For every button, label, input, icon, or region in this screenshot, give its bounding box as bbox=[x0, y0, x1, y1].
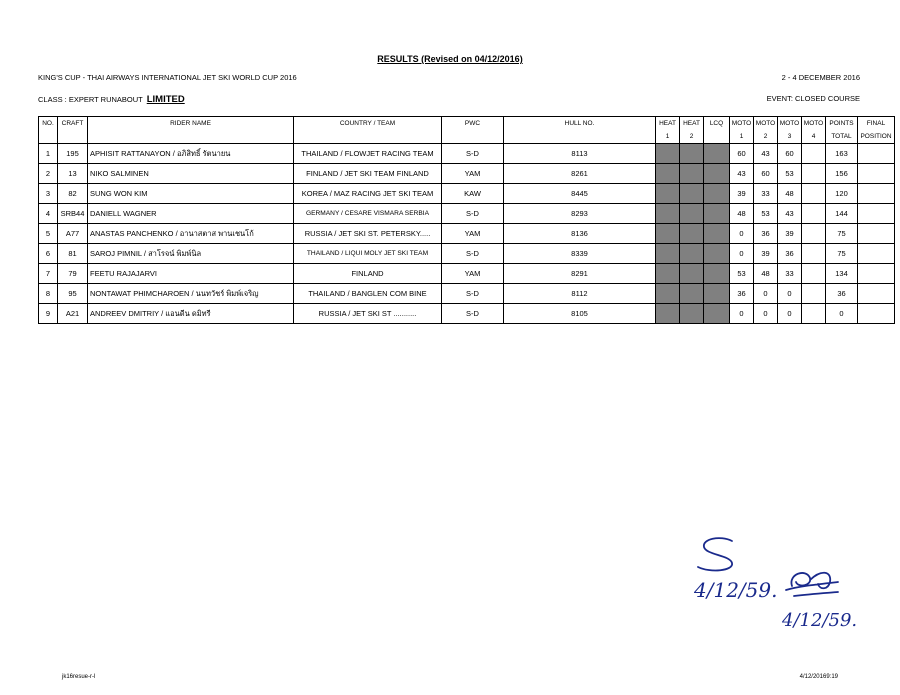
cell-lcq bbox=[704, 224, 730, 244]
cell-moto-1: 60 bbox=[730, 144, 754, 164]
cell-country: FINLAND / JET SKI TEAM FINLAND bbox=[294, 164, 442, 184]
cell-moto-2: 43 bbox=[754, 144, 778, 164]
cell-lcq bbox=[704, 204, 730, 224]
cell-no: 4 bbox=[39, 204, 58, 224]
cell-moto-4 bbox=[802, 164, 826, 184]
header-moto-1-num: 1 bbox=[730, 130, 754, 144]
cell-country: RUSSIA / JET SKI ST ........... bbox=[294, 304, 442, 324]
cell-craft: A77 bbox=[58, 224, 88, 244]
header-no-sub bbox=[39, 130, 58, 144]
header-heat-1-num: 1 bbox=[656, 130, 680, 144]
cell-rider: FEETU RAJAJARVI bbox=[88, 264, 294, 284]
cell-moto-4 bbox=[802, 304, 826, 324]
cell-moto-3: 0 bbox=[778, 284, 802, 304]
cell-craft: 81 bbox=[58, 244, 88, 264]
results-table bbox=[38, 116, 895, 324]
cell-craft: A21 bbox=[58, 304, 88, 324]
cell-pwc: YAM bbox=[442, 224, 504, 244]
cell-moto-1: 53 bbox=[730, 264, 754, 284]
cell-moto-3: 36 bbox=[778, 244, 802, 264]
cell-rider: NIKO SALMINEN bbox=[88, 164, 294, 184]
cell-final bbox=[858, 224, 895, 244]
header-heat-1: HEAT bbox=[656, 117, 680, 131]
cell-moto-1: 43 bbox=[730, 164, 754, 184]
signature-2 bbox=[780, 560, 860, 635]
cell-heat-1 bbox=[656, 164, 680, 184]
cell-craft: 79 bbox=[58, 264, 88, 284]
cell-country: FINLAND bbox=[294, 264, 442, 284]
cell-final bbox=[858, 164, 895, 184]
table-header-row bbox=[39, 117, 895, 131]
cell-moto-4 bbox=[802, 284, 826, 304]
signature-2-date: 4/12/59. bbox=[782, 610, 858, 631]
cell-moto-2: 53 bbox=[754, 204, 778, 224]
cell-heat-2 bbox=[680, 264, 704, 284]
signature-1-date: 4/12/59. bbox=[694, 578, 778, 602]
cell-moto-3: 60 bbox=[778, 144, 802, 164]
cell-no: 9 bbox=[39, 304, 58, 324]
cell-pwc: KAW bbox=[442, 184, 504, 204]
header-hull-sub bbox=[504, 130, 656, 144]
header-country: COUNTRY / TEAM bbox=[294, 117, 442, 131]
footer-file-code: jk16resue-r-l bbox=[62, 674, 96, 680]
cell-moto-2: 48 bbox=[754, 264, 778, 284]
cell-moto-4 bbox=[802, 204, 826, 224]
cell-final bbox=[858, 244, 895, 264]
cell-lcq bbox=[704, 184, 730, 204]
cell-hull: 8136 bbox=[504, 224, 656, 244]
cell-moto-4 bbox=[802, 144, 826, 164]
cell-points: 156 bbox=[826, 164, 858, 184]
cell-pwc: S-D bbox=[442, 144, 504, 164]
cell-points: 134 bbox=[826, 264, 858, 284]
cell-country: GERMANY / CESARE VISMARA SERBIA bbox=[294, 204, 442, 224]
cell-heat-2 bbox=[680, 244, 704, 264]
cell-heat-2 bbox=[680, 164, 704, 184]
header-heat-2: HEAT bbox=[680, 117, 704, 131]
cell-moto-1: 0 bbox=[730, 224, 754, 244]
cell-points: 36 bbox=[826, 284, 858, 304]
table-row bbox=[39, 204, 895, 224]
cell-hull: 8291 bbox=[504, 264, 656, 284]
header-craft-sub bbox=[58, 130, 88, 144]
cell-heat-1 bbox=[656, 224, 680, 244]
cell-rider: APHISIT RATTANAYON / อภิสิทธิ์ รัตนายน bbox=[88, 144, 294, 164]
cell-hull: 8293 bbox=[504, 204, 656, 224]
cell-heat-1 bbox=[656, 284, 680, 304]
table-row bbox=[39, 184, 895, 204]
header-country-sub bbox=[294, 130, 442, 144]
cell-no: 2 bbox=[39, 164, 58, 184]
cell-pwc: S-D bbox=[442, 304, 504, 324]
cell-lcq bbox=[704, 164, 730, 184]
cell-no: 6 bbox=[39, 244, 58, 264]
cell-final bbox=[858, 204, 895, 224]
cell-points: 163 bbox=[826, 144, 858, 164]
cell-pwc: YAM bbox=[442, 264, 504, 284]
cell-country: THAILAND / BANGLEN COM BINE bbox=[294, 284, 442, 304]
cell-pwc: YAM bbox=[442, 164, 504, 184]
header-rider-sub bbox=[88, 130, 294, 144]
cell-hull: 8112 bbox=[504, 284, 656, 304]
header-rider: RIDER NAME bbox=[88, 117, 294, 131]
header-hull: HULL NO. bbox=[504, 117, 656, 131]
header-moto-2-num: 2 bbox=[754, 130, 778, 144]
cell-moto-4 bbox=[802, 244, 826, 264]
cell-heat-1 bbox=[656, 264, 680, 284]
header-final-position: POSITION bbox=[858, 130, 895, 144]
header-moto-4: MOTO bbox=[802, 117, 826, 131]
cell-moto-3: 39 bbox=[778, 224, 802, 244]
cell-heat-1 bbox=[656, 304, 680, 324]
cell-heat-2 bbox=[680, 304, 704, 324]
header-pwc-sub bbox=[442, 130, 504, 144]
cell-heat-2 bbox=[680, 144, 704, 164]
cell-moto-3: 48 bbox=[778, 184, 802, 204]
cell-rider: SUNG WON KIM bbox=[88, 184, 294, 204]
header-lcq-sub bbox=[704, 130, 730, 144]
cell-lcq bbox=[704, 244, 730, 264]
header-final: FINAL bbox=[858, 117, 895, 131]
cell-country: THAILAND / LIQUI MOLY JET SKI TEAM bbox=[294, 244, 442, 264]
signature-1 bbox=[690, 535, 790, 610]
cell-final bbox=[858, 184, 895, 204]
cell-lcq bbox=[704, 144, 730, 164]
cell-no: 3 bbox=[39, 184, 58, 204]
cell-moto-1: 36 bbox=[730, 284, 754, 304]
cell-moto-3: 0 bbox=[778, 304, 802, 324]
table-row bbox=[39, 244, 895, 264]
cell-country: RUSSIA / JET SKI ST. PETERSKY..... bbox=[294, 224, 442, 244]
cell-hull: 8445 bbox=[504, 184, 656, 204]
cell-final bbox=[858, 144, 895, 164]
cell-heat-1 bbox=[656, 204, 680, 224]
footer-timestamp: 4/12/20169:19 bbox=[799, 674, 838, 680]
cell-craft: 195 bbox=[58, 144, 88, 164]
event-dates: 2 - 4 DECEMBER 2016 bbox=[781, 73, 860, 82]
cell-pwc: S-D bbox=[442, 244, 504, 264]
cell-hull: 8261 bbox=[504, 164, 656, 184]
cell-heat-2 bbox=[680, 184, 704, 204]
header-points: POINTS bbox=[826, 117, 858, 131]
cell-points: 0 bbox=[826, 304, 858, 324]
cell-points: 120 bbox=[826, 184, 858, 204]
document-title: RESULTS (Revised on 04/12/2016) bbox=[377, 54, 523, 64]
cell-moto-2: 0 bbox=[754, 284, 778, 304]
header-pwc: PWC bbox=[442, 117, 504, 131]
cell-moto-2: 36 bbox=[754, 224, 778, 244]
event-type: EVENT: CLOSED COURSE bbox=[766, 94, 860, 103]
cell-rider: ANASTAS PANCHENKO / อานาสตาส พานเชนโก้ bbox=[88, 224, 294, 244]
cell-moto-4 bbox=[802, 224, 826, 244]
class-label: CLASS : EXPERT RUNABOUT bbox=[38, 95, 143, 104]
cell-lcq bbox=[704, 264, 730, 284]
cell-heat-1 bbox=[656, 184, 680, 204]
cell-craft: 82 bbox=[58, 184, 88, 204]
cell-hull: 8113 bbox=[504, 144, 656, 164]
cell-pwc: S-D bbox=[442, 204, 504, 224]
cell-final bbox=[858, 304, 895, 324]
cell-hull: 8339 bbox=[504, 244, 656, 264]
cell-final bbox=[858, 264, 895, 284]
cell-moto-1: 48 bbox=[730, 204, 754, 224]
cell-final bbox=[858, 284, 895, 304]
cell-craft: 13 bbox=[58, 164, 88, 184]
cell-moto-3: 43 bbox=[778, 204, 802, 224]
cell-moto-2: 60 bbox=[754, 164, 778, 184]
cell-lcq bbox=[704, 284, 730, 304]
cell-rider: SAROJ PIMNIL / สาโรจน์ พิมพ์นิล bbox=[88, 244, 294, 264]
event-title: KING'S CUP - THAI AIRWAYS INTERNATIONAL JET SKI WORLD CUP 2016 bbox=[38, 73, 297, 82]
header-craft: CRAFT bbox=[58, 117, 88, 131]
cell-rider: NONTAWAT PHIMCHAROEN / นนทวัชร์ พิมพ์เจริญ bbox=[88, 284, 294, 304]
cell-moto-3: 33 bbox=[778, 264, 802, 284]
cell-moto-4 bbox=[802, 184, 826, 204]
cell-heat-2 bbox=[680, 204, 704, 224]
cell-country: THAILAND / FLOWJET RACING TEAM bbox=[294, 144, 442, 164]
cell-craft: SRB44 bbox=[58, 204, 88, 224]
header-moto-2: MOTO bbox=[754, 117, 778, 131]
cell-moto-2: 0 bbox=[754, 304, 778, 324]
cell-rider: DANIELL WAGNER bbox=[88, 204, 294, 224]
table-row bbox=[39, 164, 895, 184]
class-line bbox=[38, 94, 185, 105]
header-moto-3: MOTO bbox=[778, 117, 802, 131]
table-row bbox=[39, 224, 895, 244]
cell-hull: 8105 bbox=[504, 304, 656, 324]
cell-points: 75 bbox=[826, 224, 858, 244]
cell-rider: ANDREEV DMITRIY / แอนดีน ดมิทรี bbox=[88, 304, 294, 324]
cell-heat-1 bbox=[656, 244, 680, 264]
cell-points: 75 bbox=[826, 244, 858, 264]
cell-moto-4 bbox=[802, 264, 826, 284]
cell-moto-3: 53 bbox=[778, 164, 802, 184]
cell-heat-1 bbox=[656, 144, 680, 164]
header-points-total: TOTAL bbox=[826, 130, 858, 144]
header-moto-3-num: 3 bbox=[778, 130, 802, 144]
cell-points: 144 bbox=[826, 204, 858, 224]
cell-craft: 95 bbox=[58, 284, 88, 304]
cell-heat-2 bbox=[680, 224, 704, 244]
cell-no: 7 bbox=[39, 264, 58, 284]
cell-moto-1: 0 bbox=[730, 244, 754, 264]
table-row bbox=[39, 264, 895, 284]
cell-no: 8 bbox=[39, 284, 58, 304]
header-moto-4-num: 4 bbox=[802, 130, 826, 144]
header-moto-1: MOTO bbox=[730, 117, 754, 131]
cell-no: 5 bbox=[39, 224, 58, 244]
cell-moto-1: 0 bbox=[730, 304, 754, 324]
cell-heat-2 bbox=[680, 284, 704, 304]
header-lcq: LCQ bbox=[704, 117, 730, 131]
cell-moto-2: 39 bbox=[754, 244, 778, 264]
cell-pwc: S-D bbox=[442, 284, 504, 304]
table-row bbox=[39, 284, 895, 304]
table-row bbox=[39, 144, 895, 164]
class-name: LIMITED bbox=[146, 94, 185, 105]
cell-no: 1 bbox=[39, 144, 58, 164]
header-heat-2-num: 2 bbox=[680, 130, 704, 144]
header-no: NO. bbox=[39, 117, 58, 131]
cell-moto-2: 33 bbox=[754, 184, 778, 204]
cell-lcq bbox=[704, 304, 730, 324]
cell-moto-1: 39 bbox=[730, 184, 754, 204]
cell-country: KOREA / MAZ RACING JET SKI TEAM bbox=[294, 184, 442, 204]
table-row bbox=[39, 304, 895, 324]
table-header-row-sub bbox=[39, 130, 895, 144]
